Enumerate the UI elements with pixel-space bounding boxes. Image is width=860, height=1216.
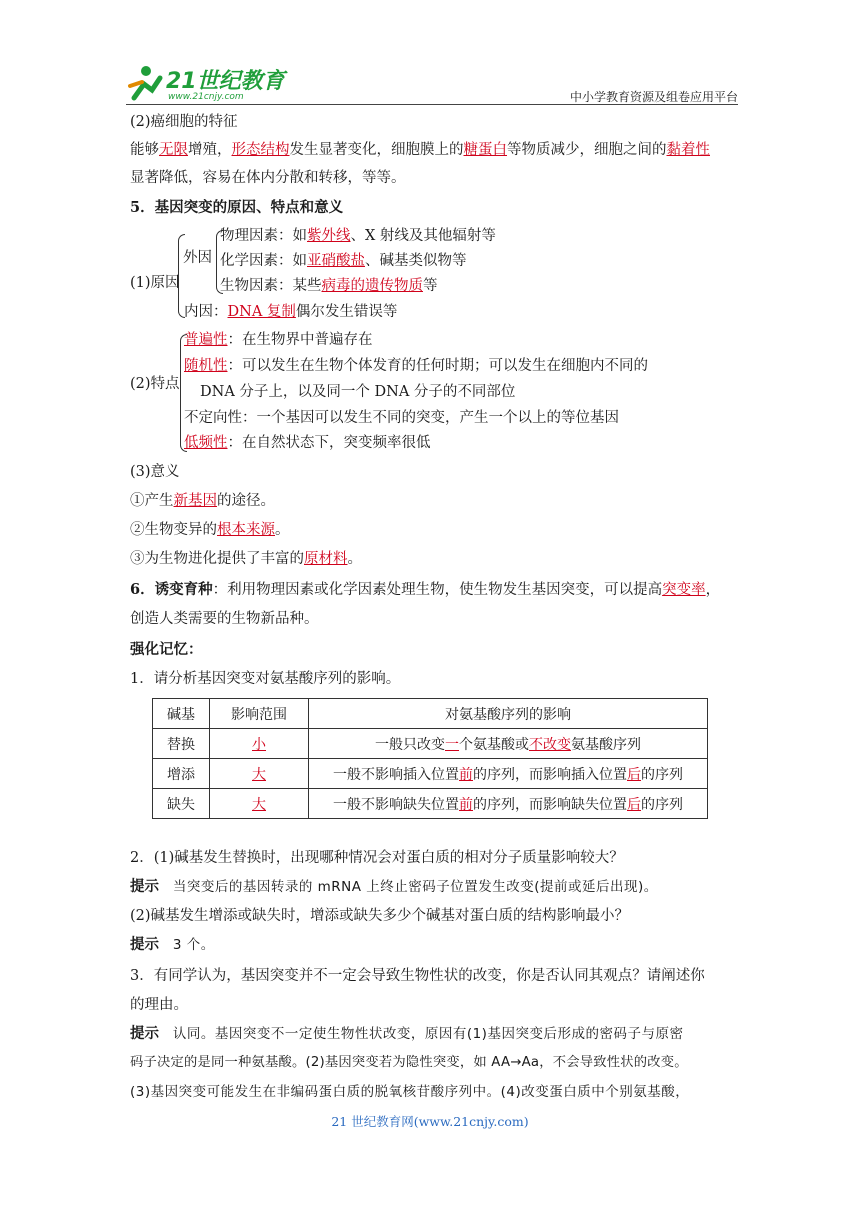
mutation-table <box>152 698 708 819</box>
question-3a: 3．有同学认为，基因突变并不一定会导致生物性状的改变，你是否认同其观点？请阐述你 <box>130 968 705 984</box>
meaning-3: ③为生物进化提供了丰富的原材料。 <box>130 551 362 567</box>
table-cell: 缺失 <box>153 789 210 819</box>
footer-link[interactable]: 21 世纪教育网(www.21cnjy.com) <box>331 1114 529 1129</box>
question-1: 1．请分析基因突变对氨基酸序列的影响。 <box>130 671 401 687</box>
memory-heading: 强化记忆： <box>130 641 203 658</box>
table-row <box>153 759 708 789</box>
external-label: 外因 <box>183 250 212 266</box>
answer-2b: 提示 3 个。 <box>130 936 215 953</box>
table-header-row <box>153 699 708 729</box>
table-row <box>153 729 708 759</box>
internal-factor: 内因：DNA 复制偶尔发生错误等 <box>184 304 398 320</box>
table-header: 对氨基酸序列的影响 <box>309 699 708 729</box>
feature-2b: DNA 分子上，以及同一个 DNA 分子的不同部位 <box>200 384 516 400</box>
question-2a: 2．(1)碱基发生替换时，出现哪种情况会对蛋白质的相对分子质量影响较大？ <box>130 850 624 866</box>
table-cell: 小 <box>210 729 309 759</box>
cancer-heading: (2)癌细胞的特征 <box>130 114 238 130</box>
meaning-1: ①产生新基因的途径。 <box>130 493 275 509</box>
answer-3-line-3: (3)基因突变可能发生在非编码蛋白质的脱氧核苷酸序列中。(4)改变蛋白质中个别氨基酸， <box>130 1084 690 1100</box>
feature-1: 普遍性：在生物界中普遍存在 <box>184 332 373 348</box>
cancer-line-2: 显著降低，容易在体内分散和转移，等等。 <box>130 170 406 186</box>
bio-factor: 生物因素：某些病毒的遗传物质等 <box>220 278 438 294</box>
logo-text: 21世纪教育 <box>166 69 285 94</box>
table-cell: 一般不影响缺失位置前的序列，而影响缺失位置后的序列 <box>309 789 708 819</box>
question-2b: (2)碱基发生增添或缺失时，增添或缺失多少个碱基对蛋白质的结构影响最小？ <box>130 908 630 924</box>
platform-name: 中小学教育资源及组卷应用平台 <box>569 90 738 104</box>
s6-line-1: 6．诱变育种：利用物理因素或化学因素处理生物，使生物发生基因突变，可以提高突变率， <box>130 581 721 598</box>
question-3b: 的理由。 <box>130 997 188 1013</box>
answer-3-line-1: 提示 认同。基因突变不一定使生物性状改变，原因有(1)基因突变后形成的密码子与原密 <box>130 1025 684 1042</box>
s5-heading: 5．基因突变的原因、特点和意义 <box>130 199 344 216</box>
answer-2a: 提示 当突变后的基因转录的 mRNA 上终止密码子位置发生改变(提前或延后出现)。 <box>130 878 658 895</box>
chem-factor: 化学因素：如亚硝酸盐、碱基类似物等 <box>220 253 467 269</box>
logo-url: www.21cnjy.com <box>168 92 244 102</box>
table-header: 影响范围 <box>210 699 309 729</box>
feature-label: (2)特点 <box>130 376 180 392</box>
feature-3: 不定向性：一个基因可以发生不同的突变，产生一个以上的等位基因 <box>184 410 619 426</box>
logo <box>126 62 285 106</box>
table-cell: 增添 <box>153 759 210 789</box>
s6-line-2: 创造人类需要的生物新品种。 <box>130 611 319 627</box>
table-cell: 替换 <box>153 729 210 759</box>
feature-2: 随机性：可以发生在生物个体发育的任何时期；可以发生在细胞内不同的 <box>184 358 648 374</box>
meaning-label: (3)意义 <box>130 464 180 480</box>
answer-3-line-2: 码子决定的是同一种氨基酸。(2)基因突变若为隐性突变，如 AA→Aa，不会导致性状的改变。 <box>130 1055 688 1070</box>
header-divider <box>126 104 738 105</box>
cancer-line-1: 能够无限增殖，形态结构发生显著变化，细胞膜上的糖蛋白等物质减少，细胞之间的黏着性 <box>130 142 710 158</box>
meaning-2: ②生物变异的根本来源。 <box>130 522 290 538</box>
table-cell: 大 <box>210 789 309 819</box>
table-cell: 大 <box>210 759 309 789</box>
feature-4: 低频性：在自然状态下，突变频率很低 <box>184 435 431 451</box>
phys-factor: 物理因素：如紫外线、X 射线及其他辐射等 <box>220 228 496 244</box>
table-header: 碱基 <box>153 699 210 729</box>
table-cell: 一般只改变一个氨基酸或不改变氨基酸序列 <box>309 729 708 759</box>
cause-label: (1)原因 <box>130 275 180 291</box>
table-cell: 一般不影响插入位置前的序列，而影响插入位置后的序列 <box>309 759 708 789</box>
table-row <box>153 789 708 819</box>
